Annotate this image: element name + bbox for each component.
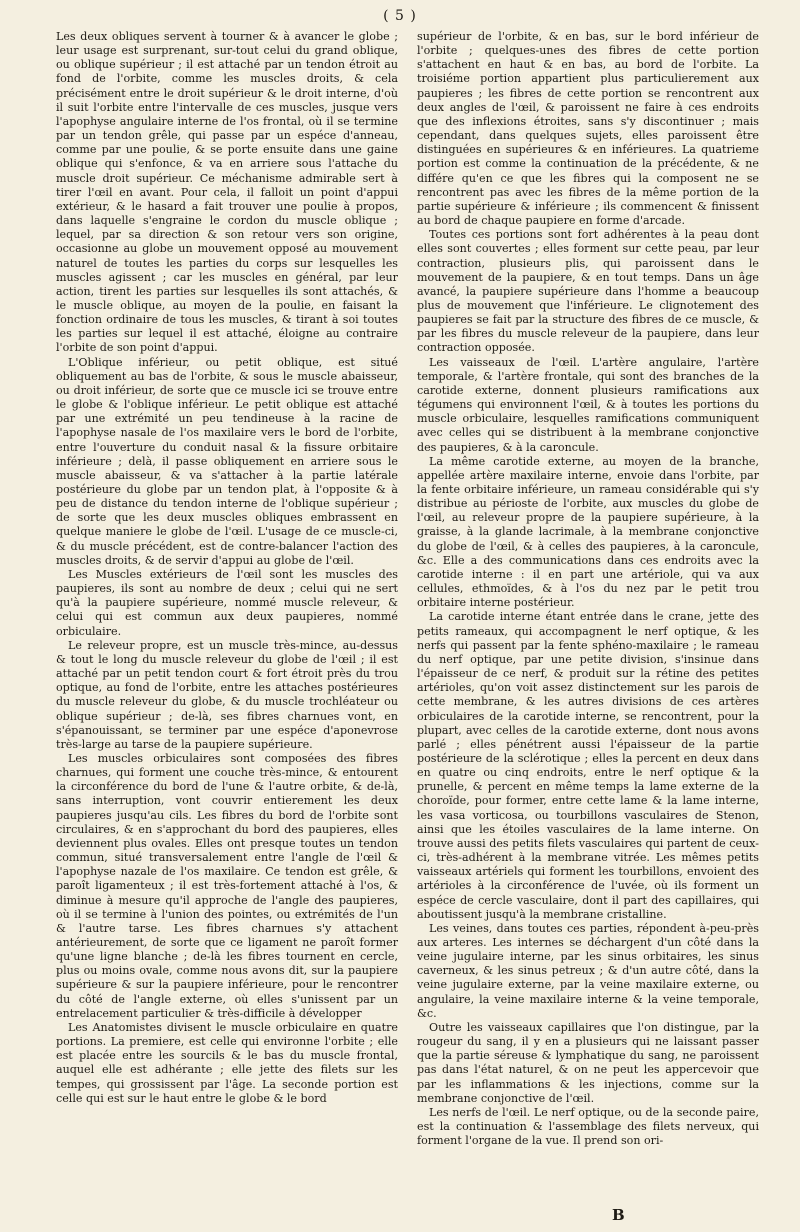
paragraph-oblique-inferieur: L'Oblique inférieur, ou petit oblique, est situé obliquement au bas de l'orbite, & sous le muscle abaisseur, ou droit inférieur, de sorte que ce muscle ici se trouve entre le globe & l'oblique inférieur. Le petit oblique est attaché par une extrémité un peu tendineuse à la racine de l'apophyse nasale de l'os maxilaire vers le bord de l'orbite, entre l'ouverture du conduit nasal & la fissure orbitaire inférieure ; delà, il passe obliquement en arriere sous le muscle abaisseur, & va s'attacher à la partie latérale postérieure du globe par un tendon plat, à l'opposite & à peu de distance du tendon interne de l'oblique supérieur ; de sorte que les deux muscles obliques embrassent en quelque maniere le globe de l'œil. L'usage de ce muscle-ci, & du muscle précédent, est de contre-balancer l'action des muscles droits, & de servir d'appui au globe de l'œil. [56, 355, 398, 567]
signature-mark: B [612, 1206, 625, 1224]
paragraph-muscles-exterieurs: Les Muscles extérieurs de l'œil sont les muscles des paupieres, ils sont au nombre de deux ; celui qui ne sert qu'à la paupiere supérieure, nommé muscle releveur, & celui qui est commun aux deux paupieres, nommé orbiculaire. [56, 567, 398, 638]
paragraph-portions-continued: supérieur de l'orbite, & en bas, sur le bord inférieur de l'orbite ; quelques-unes des fibres de cette portion s'attachent en haut & en bas, au bord de l'orbite. La troisiéme portion appartient plus particulierement aux paupieres ; les fibres de cette portion se rencontrent aux deux angles de l'œil, & paroissent ne faire à ces endroits que des inflexions étroites, sans s'y discontinuer ; mais cependant, dans quelques sujets, elles paroissent être distinguées en supérieures & en inférieures. La quatrieme portion est comme la continuation de la précédente, & ne différe qu'en ce que les fibres qui la composent ne se rencontrent pas avec les fibres de la même portion de la partie supérieure & inférieure ; ils commencent & finissent au bord de chaque paupiere en forme d'arcade. [417, 30, 759, 228]
paragraph-obliques: Les deux obliques servent à tourner & à avancer le globe ; leur usage est surprenant, sur-tout celui du grand oblique, ou oblique supérieur ; il est attaché par un tendon étroit au fond de l'orbite, comme les muscles droits, & cela précisément entre le droit supérieur & le droit interne, d'où il suit l'orbite entre l'intervalle de ces muscles, jusque vers l'apophyse angulaire interne de l'os frontal, où il se termine par un tendon grêle, qui passe par un espéce d'anneau, comme par une poulie, & se porte ensuite dans une gaine oblique qui s'enfonce, & va en arriere sous l'attache du muscle droit supérieur. Ce méchanisme admirable sert à tirer l'œil en avant. Pour cela, il falloit un point d'appui extérieur, & le hasard a fait trouver une poulie à propos, dans laquelle s'engraine le cordon du muscle oblique ; lequel, par sa direction & son retour vers son origine, occasionne au globe un mouvement opposé au mouvement naturel de toutes les parties du corps sur lesquelles les muscles agissent ; car les muscles en général, par leur action, tirent les parties sur lesquelles ils sont attachés, & le muscle oblique, au moyen de la poulie, en faisant la fonction ordinaire de tous les muscles, & tirant à soi toutes les parties sur lequel il est attaché, éloigne au contraire l'orbite de son point d'appui. [56, 30, 398, 355]
page-number: ( 5 ) [383, 8, 417, 24]
paragraph-vaisseaux: Les vaisseaux de l'œil. L'artère angulaire, l'artère temporale, & l'artère frontale, qui sont des branches de la carotide externe, donnent plusieurs ramifications aux tégumens qui environnent l'œil, & à toutes les portions du muscle orbiculaire, lesquelles ramifications communiquent avec celles qui se distribuent à la membrane conjonctive des paupieres, & à la caroncule. [417, 355, 759, 454]
paragraph-capillaires: Outre les vaisseaux capillaires que l'on distingue, par la rougeur du sang, il y en a plusieurs qui ne laissant passer que la partie séreuse & lymphatique du sang, ne paroissent pas dans l'état naturel, & on ne peut les appercevoir que par les inflammations & les injections, comme sur la membrane conjonctive de l'œil. [417, 1020, 759, 1105]
right-column [417, 30, 759, 1200]
paragraph-adherence: Toutes ces portions sont fort adhérentes à la peau dont elles sont couvertes ; elles forment sur cette peau, par leur contraction, plusieurs plis, qui paroissent dans le mouvement de la paupiere, & en tout temps. Dans un âge avancé, la paupiere supérieure dans l'homme a beaucoup plus de mouvement que l'inférieure. Le clignotement des paupieres se fait par la structure des fibres de ce muscle, & par les fibres du muscle releveur de la paupiere, dans leur contraction opposée. [417, 228, 759, 355]
paragraph-carotide-interne: La carotide interne étant entrée dans le crane, jette des petits rameaux, qui accompagnent le nerf optique, & les nerfs qui passent par la fente sphéno-maxilaire ; le rameau du nerf optique, par une petite division, s'insinue dans l'épaisseur de ce nerf, & produit sur la rétine des petites artérioles, qu'on voit assez distinctement sur les parois de cette membrane, & les autres divisions de ces artères orbiculaires de la carotide interne, se rencontrent, pour la plupart, avec celles de la carotide externe, dont nous avons parlé ; elles pénétrent aussi l'épaisseur de la partie postérieure de la sclérotique ; elles la percent en deux dans en quatre ou cinq endroits, entre le nerf optique & la prunelle, & percent en même temps la lame externe de la choroïde, pour former, entre cette lame & la lame interne, les vasa vorticosa, ou tourbillons vasculaires de Stenon, ainsi que les étoiles vasculaires de la lame interne. On trouve aussi des petits filets vasculaires qui partent de ceux-ci, très-adhérent à la membrane vitrée. Les mêmes petits vaisseaux artériels qui forment les tourbillons, envoient des artérioles à la circonférence de l'uvée, où ils forment un espéce de cercle vasculaire, dont il part des capillaires, qui aboutissent jusqu'à la membrane cristalline. [417, 610, 759, 921]
paragraph-nerfs: Les nerfs de l'œil. Le nerf optique, ou de la seconde paire, est la continuation & l'assemblage des filets nerveux, qui forment l'organe de la vue. Il prend son ori- [417, 1105, 759, 1148]
paragraph-releveur-propre: Le releveur propre, est un muscle très-mince, au-dessus & tout le long du muscle releveur du globe de l'œil ; il est attaché par un petit tendon court & fort étroit près du trou optique, au fond de l'orbite, entre les attaches postérieures du muscle releveur du globe, & du muscle trochléateur ou oblique supérieur ; de-là, ses fibres charnues vont, en s'épanouissant, se terminer par une espéce d'aponevrose très-large au tarse de la paupiere supérieure. [56, 638, 398, 751]
paragraph-veines: Les veines, dans toutes ces parties, répondent à-peu-près aux arteres. Les internes se déchargent d'un côté dans la veine jugulaire interne, par les sinus orbitaires, les sinus caverneux, & les sinus petreux ; & d'un autre côté, dans la veine jugulaire externe, par la veine maxilaire externe, ou angulaire, la veine maxilaire interne & la veine temporale, &c. [417, 921, 759, 1020]
left-column [56, 30, 398, 1200]
paragraph-quatre-portions: Les Anatomistes divisent le muscle orbiculaire en quatre portions. La premiere, est celle qui environne l'orbite ; elle est placée entre les sourcils & le bas du muscle frontal, auquel elle est adhérante ; elle jette des filets sur les tempes, qui grossissent par l'âge. La seconde portion est celle qui est sur le haut entre le globe & le bord [56, 1020, 398, 1105]
paragraph-carotide-externe: La même carotide externe, au moyen de la branche, appellée artère maxilaire interne, envoie dans l'orbite, par la fente orbitaire inférieure, un rameau considérable qui s'y distribue au périoste de l'orbite, aux muscles du globe de l'œil, au releveur propre de la paupiere supérieure, à la graisse, à la glande lacrimale, à la membrane conjonctive du globe de l'œil, & à celles des paupieres, à la caroncule, &c. Elle a des communications dans ces endroits avec la carotide interne : il en part une artériole, qui va aux cellules, ethmoïdes, & à l'os du nez par le petit trou orbitaire interne postérieur. [417, 454, 759, 610]
paragraph-muscles-orbiculaires: Les muscles orbiculaires sont composées des fibres charnues, qui forment une couche très-mince, & entourent la circonférence du bord de l'une & l'autre orbite, & de-là, sans interruption, vont couvrir entierement les deux paupieres jusqu'au cils. Les fibres du bord de l'orbite sont circulaires, & en s'approchant du bord des paupieres, elles deviennent plus ovales. Elles ont presque toutes un tendon commun, situé transversalement entre l'angle de l'œil & l'apophyse nazale de l'os maxilaire. Ce tendon est grêle, & paroît ligamenteux ; il est très-fortement attaché à l'os, & diminue à mesure qu'il approche de l'angle des paupieres, où il se termine à l'union des pointes, ou extrémités de l'un & l'autre tarse. Les fibres charnues s'y attachent antérieurement, de sorte que ce ligament ne paroît former qu'une ligne blanche ; de-là les fibres tournent en cercle, plus ou moins ovale, comme nous avons dit, sur la paupiere supérieure & sur la paupiere inférieure, pour le rencontrer du côté de l'angle externe, où elles s'unissent par un entrelacement particulier & très-difficile à développer [56, 751, 398, 1020]
